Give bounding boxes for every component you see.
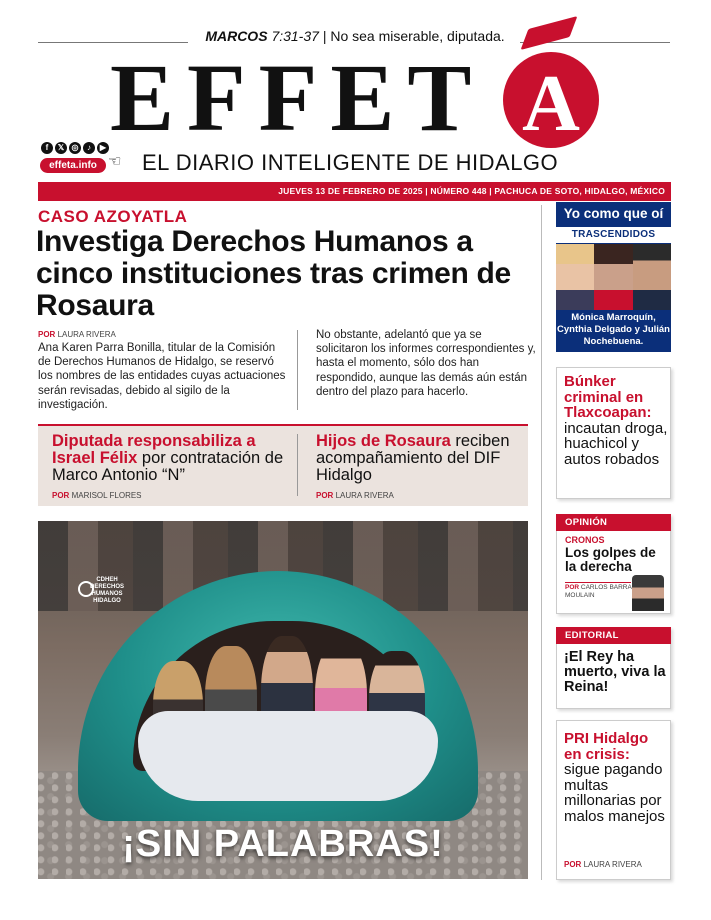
editorial-title: ¡El Rey ha muerto, viva la Reina!	[564, 649, 666, 695]
accent-mark-icon	[521, 16, 578, 50]
youtube-icon[interactable]: ▶	[97, 142, 109, 154]
verse-text: | No sea miserable, diputada.	[322, 28, 505, 44]
social-links	[41, 142, 109, 156]
instagram-icon[interactable]: ◎	[69, 142, 81, 154]
main-byline	[38, 330, 116, 339]
tagline: EL DIARIO INTELIGENTE DE HIDALGO	[142, 150, 559, 175]
masthead-logo[interactable]: EFFET	[110, 44, 485, 151]
columnist-avatar	[632, 575, 664, 611]
story-diputada-text: por contratación de Marco Antonio “N”	[52, 449, 284, 484]
x-icon[interactable]: 𝕏	[55, 142, 67, 154]
portraits-strip	[556, 244, 671, 310]
story-hijos-rosaura[interactable]	[316, 433, 526, 504]
story-diputada-lead: Diputada responsabiliza a Israel Félix	[52, 432, 256, 467]
opinion-rule	[565, 582, 631, 583]
trascendidos-names: Mónica Marroquín, Cynthia Delgado y Julián Nochebuena.	[557, 312, 670, 347]
byline-author: LAURA RIVERA	[57, 330, 116, 339]
trascendidos-subtitle: TRASCENDIDOS	[571, 229, 656, 240]
pri-story-lead: PRI Hidalgo en crisis:	[564, 730, 649, 763]
bunker-story-lead: Búnker criminal en Tlaxcoapan:	[564, 373, 652, 421]
byline-label: POR	[52, 491, 70, 500]
photo-caption: ¡SIN PALABRAS!	[122, 823, 444, 865]
pri-byline	[564, 860, 642, 869]
byline-author: MARISOL FLORES	[71, 491, 142, 500]
bunker-story	[564, 374, 669, 467]
main-headline[interactable]: Investiga Derechos Humanos a cinco instituciones tras crimen de Rosaura	[36, 225, 511, 322]
pri-story	[564, 731, 669, 824]
story-diputada[interactable]	[52, 433, 292, 504]
pri-story-text: sigue pagando multas millonarias por malos manejos	[564, 761, 665, 825]
cover-photo[interactable]	[38, 521, 528, 879]
logo-accent-letter: A	[522, 60, 580, 148]
sidebar-divider	[541, 205, 542, 880]
byline-label: POR	[564, 860, 582, 869]
verse-book: MARCOS	[205, 28, 268, 44]
byline-label: POR	[565, 584, 580, 591]
tiktok-icon[interactable]: ♪	[83, 142, 95, 154]
story-hijos-text: reciben acompañamiento del DIF Hidalgo	[316, 432, 510, 484]
tent-floor	[138, 711, 438, 801]
secondary-divider	[297, 434, 298, 496]
opinion-column-name: CRONOS	[565, 535, 605, 545]
byline-label: POR	[316, 491, 334, 500]
verse-ref: 7:31-37	[271, 28, 319, 44]
cdheh-logo-text: CDHEH DERECHOS HUMANOS HIDALGO	[89, 577, 124, 604]
story-hijos-byline	[316, 487, 526, 504]
edition-date-bar: JUEVES 13 DE FEBRERO DE 2025 | NÚMERO 448 | PACHUCA DE SOTO, HIDALGO, MÉXICO	[38, 182, 671, 201]
byline-label: POR	[38, 330, 56, 339]
header-rule-left	[38, 42, 188, 43]
opinion-byline	[565, 584, 635, 600]
portrait-3	[633, 244, 671, 310]
portrait-1	[556, 244, 594, 310]
byline-author: CARLOS BARRA MOULAIN	[565, 584, 632, 599]
facebook-icon[interactable]: f	[41, 142, 53, 154]
website-link[interactable]: effeta.info	[40, 158, 106, 173]
byline-author: LAURA RIVERA	[335, 491, 394, 500]
bunker-story-text: incautan droga, huachicol y autos robados	[564, 419, 668, 468]
story-diputada-byline	[52, 487, 292, 504]
column-divider	[297, 330, 298, 410]
main-story-kicker: CASO AZOYATLA	[38, 207, 188, 226]
opinion-title: Los golpes de la derecha	[565, 545, 656, 574]
verse-line	[190, 28, 520, 44]
main-body-column-1: Ana Karen Parra Bonilla, titular de la Comisión de Derechos Humanos de Hidalgo, se reservó los nombres de las entidades cuyas actuaciones serán revisadas, debido al sigilo de la investigación.	[38, 342, 286, 411]
byline-author: LAURA RIVERA	[583, 860, 642, 869]
editorial-section-label: EDITORIAL	[556, 627, 671, 644]
story-hijos-lead: Hijos de Rosaura	[316, 432, 451, 450]
pointer-hand-icon: ☜	[108, 153, 122, 170]
trascendidos-title: Yo como que oí	[563, 206, 664, 221]
opinion-section-label: OPINIÓN	[556, 514, 671, 531]
main-body-column-2: No obstante, adelantó que ya se solicitaron los informes correspondientes y, hasta el momento, sólo dos han respondido, aunque las demás aún están dentro del plazo para hacerlo.	[316, 329, 536, 398]
portrait-2	[594, 244, 632, 310]
